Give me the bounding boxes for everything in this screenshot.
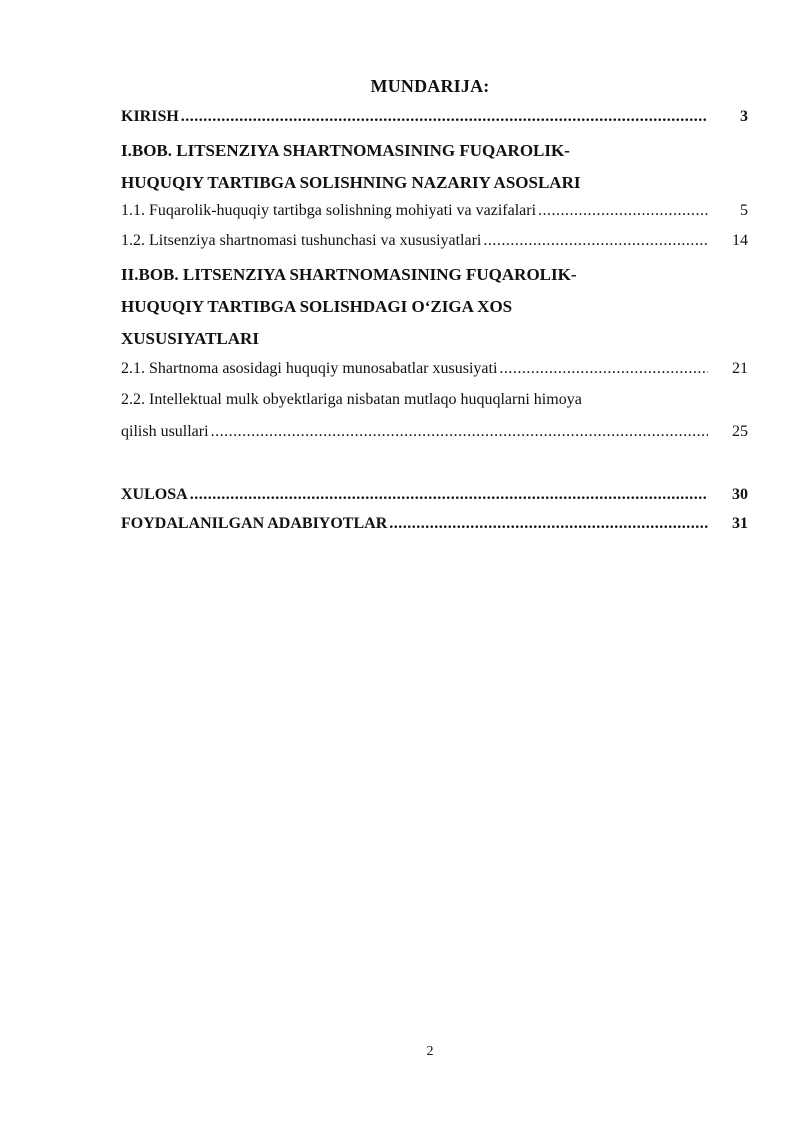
chapter-2-heading-line3: XUSUSIYATLARI xyxy=(121,329,259,348)
toc-entry-2-1[interactable] xyxy=(121,360,748,384)
chapter-2-heading-line1: II.BOB. LITSENZIYA SHARTNOMASINING FUQAROLIK- xyxy=(121,265,577,284)
toc-entry-1-2[interactable] xyxy=(121,232,748,256)
chapter-2-heading-line2: HUQUQIY TARTIBGA SOLISHDAGI O‘ZIGA XOS xyxy=(121,297,513,316)
toc-entry-label: XULOSA xyxy=(121,486,188,503)
chapter-1-heading[interactable] xyxy=(121,135,721,199)
toc-entry-label: FOYDALANILGAN ADABIYOTLAR xyxy=(121,515,388,532)
dot-leader xyxy=(538,202,708,220)
dot-leader xyxy=(483,232,708,250)
toc-entry-label: 1.1. Fuqarolik-huquqiy tartibga solishning mohiyati va vazifalari xyxy=(121,202,537,219)
toc-entry-xulosa[interactable] xyxy=(121,486,748,510)
toc-title: MUNDARIJA: xyxy=(370,76,490,96)
toc-entry-label-line2: qilish usullari xyxy=(121,423,209,440)
dot-leader xyxy=(190,486,708,504)
chapter-1-heading-line2: HUQUQIY TARTIBGA SOLISHNING NAZARIY ASOSLARI xyxy=(121,173,581,192)
toc-page-number: 3 xyxy=(740,108,748,125)
toc-entry-label-line1: 2.2. Intellektual mulk obyektlariga nisbatan mutlaqo huquqlarni himoya xyxy=(121,391,582,408)
toc-page-number: 21 xyxy=(732,360,748,377)
dot-leader xyxy=(181,108,708,126)
chapter-1-heading-line1: I.BOB. LITSENZIYA SHARTNOMASINING FUQAROLIK- xyxy=(121,141,570,160)
toc-entry-label: 2.1. Shartnoma asosidagi huquqiy munosabatlar xususiyati xyxy=(121,360,498,377)
dot-leader xyxy=(211,423,708,441)
chapter-2-heading[interactable] xyxy=(121,259,721,355)
toc-entry-label: 1.2. Litsenziya shartnomasi tushunchasi va xususiyatlari xyxy=(121,232,482,249)
toc-page-number: 25 xyxy=(732,423,748,440)
toc-entry-2-2[interactable] xyxy=(121,391,748,447)
page-number: 2 xyxy=(426,1044,434,1059)
toc-page-number: 14 xyxy=(732,232,748,249)
toc-page-number: 31 xyxy=(732,515,748,532)
toc-page-number: 5 xyxy=(740,202,748,219)
toc-entry-adabiyotlar[interactable] xyxy=(121,515,748,539)
dot-leader xyxy=(499,360,708,378)
toc-entry-1-1[interactable] xyxy=(121,202,748,226)
toc-entry-kirish[interactable] xyxy=(121,108,748,132)
dot-leader xyxy=(389,515,708,533)
toc-page-number: 30 xyxy=(732,486,748,503)
toc-entry-label: KIRISH xyxy=(121,108,179,125)
